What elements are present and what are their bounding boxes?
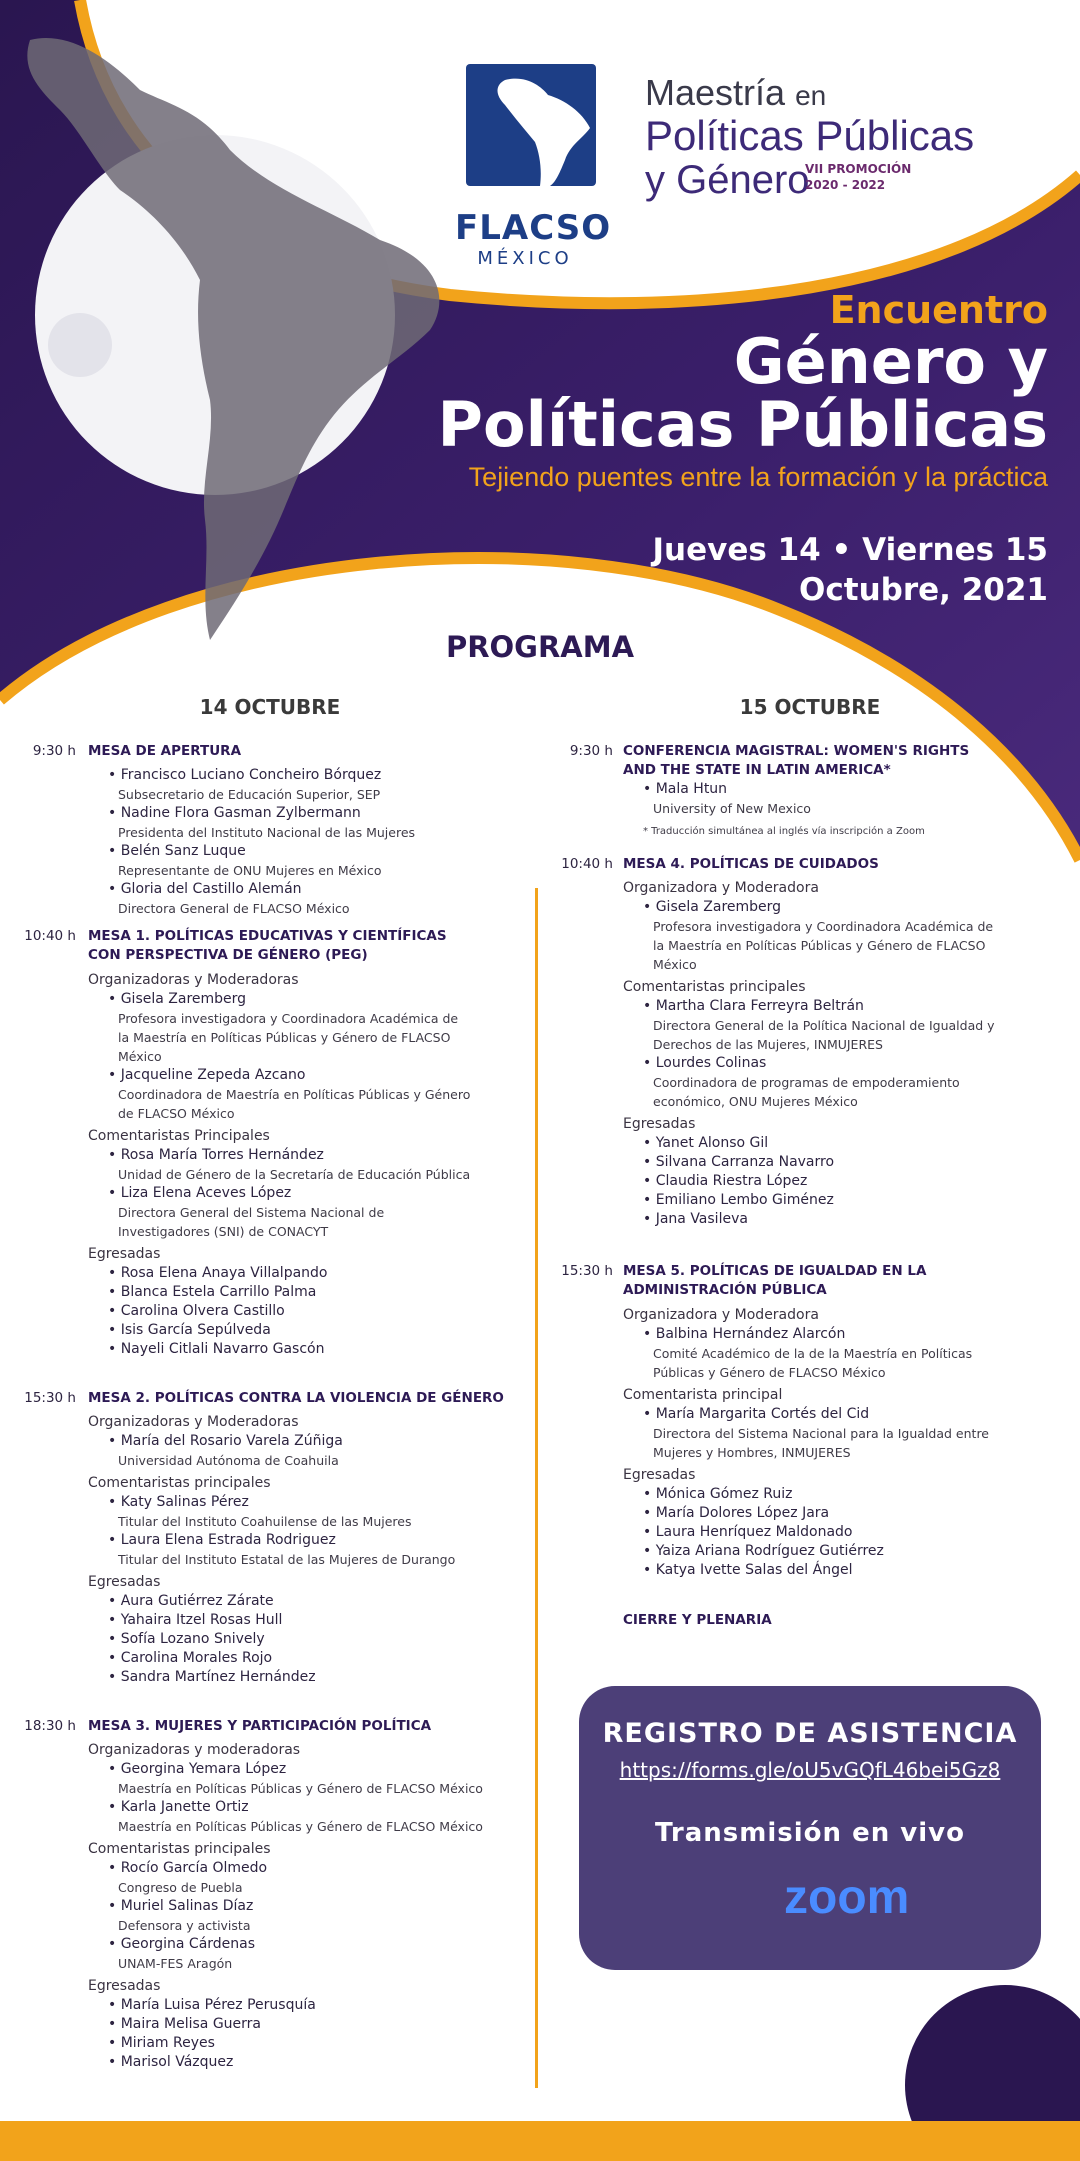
role-subheading: Organizadoras y Moderadoras — [88, 972, 299, 988]
speaker-role: la Maestría en Políticas Públicas y Género de FLACSO — [653, 938, 986, 953]
role-subheading: Comentaristas principales — [88, 1841, 271, 1857]
graduate-name: • Rosa Elena Anaya Villalpando — [108, 1265, 328, 1281]
speaker-role: Subsecretario de Educación Superior, SEP — [118, 787, 381, 802]
speaker-role: University of New Mexico — [653, 801, 811, 816]
promocion-years: 2020 - 2022 — [805, 178, 886, 192]
graduate-name: • Sandra Martínez Hernández — [108, 1669, 316, 1685]
programa-heading: PROGRAMA — [445, 630, 635, 664]
graduate-name: • Sofía Lozano Snively — [108, 1631, 265, 1647]
speaker-name: • Liza Elena Aceves López — [108, 1185, 292, 1201]
speaker-name: • María del Rosario Varela Zúñiga — [108, 1433, 343, 1449]
role-subheading: Comentaristas principales — [88, 1475, 271, 1491]
role-subheading: Egresadas — [88, 1978, 161, 1994]
graduate-name: • Aura Gutiérrez Zárate — [108, 1593, 274, 1609]
graduate-name: • María Dolores López Jara — [643, 1505, 830, 1521]
event-dates-line2: Octubre, 2021 — [799, 572, 1048, 608]
role-subheading: Organizadora y Moderadora — [623, 880, 819, 896]
maestria-title-line1 — [645, 72, 826, 114]
speaker-role: Directora General de la Política Nacional de Igualdad y — [653, 1018, 995, 1033]
event-subtitle: Tejiendo puentes entre la formación y la práctica — [468, 462, 1048, 492]
speaker-role: Maestría en Políticas Públicas y Género de FLACSO México — [118, 1781, 483, 1796]
graduate-name: • Carolina Morales Rojo — [108, 1650, 273, 1666]
speaker-name: • Gloria del Castillo Alemán — [108, 881, 302, 897]
speaker-role: México — [118, 1049, 162, 1064]
graduate-name: • Yaiza Ariana Rodríguez Gutiérrez — [643, 1543, 884, 1559]
role-subheading: Organizadora y Moderadora — [623, 1307, 819, 1323]
speaker-role: Presidenta del Instituto Nacional de las Mujeres — [118, 825, 416, 840]
speaker-role: de FLACSO México — [118, 1106, 235, 1121]
speaker-role: Públicas y Género de FLACSO México — [653, 1365, 886, 1380]
speaker-role: Unidad de Género de la Secretaría de Educación Pública — [118, 1167, 471, 1182]
speaker-name: • Katy Salinas Pérez — [108, 1494, 249, 1510]
promocion-label — [805, 161, 911, 193]
graduate-name: • Silvana Carranza Navarro — [643, 1154, 835, 1170]
session-time: 9:30 h — [32, 743, 76, 759]
session-title-line1: MESA 5. POLÍTICAS DE IGUALDAD EN LA — [623, 1263, 927, 1279]
maestria-title-line3: y Género — [645, 158, 810, 202]
session-title: MESA 2. POLÍTICAS CONTRA LA VIOLENCIA DE GÉNERO — [88, 1390, 504, 1406]
speaker-role: Profesora investigadora y Coordinadora Académica de — [653, 919, 994, 934]
speaker-role: Mujeres y Hombres, INMUJERES — [653, 1445, 851, 1460]
graduate-name: • María Luisa Pérez Perusquía — [108, 1997, 316, 2013]
promocion-text: VII PROMOCIÓN — [805, 162, 912, 176]
session-title — [623, 742, 969, 780]
speaker-role: Directora General del Sistema Nacional de — [118, 1205, 385, 1220]
speaker-name: • Rocío García Olmedo — [108, 1860, 268, 1876]
role-subheading: Organizadoras y Moderadoras — [88, 1414, 299, 1430]
translation-note: * Traducción simultánea al inglés vía inscripción a Zoom — [643, 826, 925, 837]
speaker-role: UNAM-FES Aragón — [118, 1956, 233, 1971]
speaker-name: • Jacqueline Zepeda Azcano — [108, 1067, 306, 1083]
graduate-name: • Blanca Estela Carrillo Palma — [108, 1284, 317, 1300]
maestria-title-line2: Políticas Públicas — [645, 112, 975, 159]
flacso-wordmark: FLACSO — [455, 208, 612, 248]
event-dates-line1: Jueves 14 • Viernes 15 — [652, 532, 1048, 568]
bottom-orange-bar — [0, 2121, 1080, 2161]
speaker-role: Coordinadora de programas de empoderamiento — [653, 1075, 960, 1090]
speaker-role: Derechos de las Mujeres, INMUJERES — [653, 1037, 883, 1052]
speaker-name: • Georgina Yemara López — [108, 1761, 287, 1777]
speaker-role: Directora General de FLACSO México — [118, 901, 350, 916]
speaker-role: Titular del Instituto Coahuilense de las Mujeres — [118, 1514, 412, 1529]
role-subheading: Comentaristas principales — [623, 979, 806, 995]
graduate-name: • Marisol Vázquez — [108, 2054, 234, 2070]
event-title-line1: Género y — [733, 325, 1048, 398]
speaker-name: • Francisco Luciano Concheiro Bórquez — [108, 767, 382, 783]
zoom-wordmark[interactable]: zoom — [784, 1871, 910, 1924]
role-subheading: Egresadas — [88, 1574, 161, 1590]
session-title: MESA 3. MUJERES Y PARTICIPACIÓN POLÍTICA — [88, 1718, 432, 1734]
registro-link[interactable]: https://forms.gle/oU5vGQfL46bei5Gz8 — [619, 1758, 1001, 1782]
role-subheading: Egresadas — [88, 1246, 161, 1262]
speaker-role: la Maestría en Políticas Públicas y Género de FLACSO — [118, 1030, 451, 1045]
speaker-role: Directora del Sistema Nacional para la Igualdad entre — [653, 1426, 989, 1441]
session-time: 15:30 h — [561, 1263, 613, 1279]
speaker-role: México — [653, 957, 697, 972]
session-time: 15:30 h — [24, 1390, 76, 1406]
speaker-name: • Gisela Zaremberg — [643, 899, 782, 915]
speaker-name: • Nadine Flora Gasman Zylbermann — [108, 805, 361, 821]
speaker-name: • María Margarita Cortés del Cid — [643, 1406, 870, 1422]
day1-heading: 14 OCTUBRE — [199, 695, 341, 719]
speaker-role: Congreso de Puebla — [118, 1880, 243, 1895]
speaker-name: • Belén Sanz Luque — [108, 843, 246, 859]
speaker-role: Defensora y activista — [118, 1918, 251, 1933]
speaker-name: • Martha Clara Ferreyra Beltrán — [643, 998, 864, 1014]
cierre-plenaria: CIERRE Y PLENARIA — [623, 1612, 772, 1628]
graduate-name: • Laura Henríquez Maldonado — [643, 1524, 853, 1540]
session-time: 9:30 h — [569, 743, 613, 759]
speaker-name: • Rosa María Torres Hernández — [108, 1147, 324, 1163]
graduate-name: • Yahaira Itzel Rosas Hull — [108, 1612, 283, 1628]
speaker-role: económico, ONU Mujeres México — [653, 1094, 858, 1109]
graduate-name: • Isis García Sepúlveda — [108, 1322, 271, 1338]
graduate-name: • Mónica Gómez Ruiz — [643, 1486, 793, 1502]
registro-title: REGISTRO DE ASISTENCIA — [602, 1718, 1018, 1749]
maestria-en: en — [795, 80, 827, 111]
speaker-name: • Muriel Salinas Díaz — [108, 1898, 254, 1914]
role-subheading: Egresadas — [623, 1467, 696, 1483]
graduate-name: • Yanet Alonso Gil — [643, 1135, 769, 1151]
speaker-role: Universidad Autónoma de Coahuila — [118, 1453, 339, 1468]
transmision-label: Transmisión en vivo — [655, 1818, 965, 1848]
speaker-name: • Karla Janette Ortiz — [108, 1799, 249, 1815]
speaker-role: Maestría en Políticas Públicas y Género de FLACSO México — [118, 1819, 483, 1834]
event-title-line2: Políticas Públicas — [437, 388, 1048, 461]
session-title-line1: MESA 1. POLÍTICAS EDUCATIVAS Y CIENTÍFICAS — [88, 928, 447, 944]
role-subheading: Comentaristas Principales — [88, 1128, 270, 1144]
graduate-name: • Maira Melisa Guerra — [108, 2016, 262, 2032]
graduate-name: • Katya Ivette Salas del Ángel — [643, 1562, 853, 1578]
session-title-line2: CON PERSPECTIVA DE GÉNERO (PEG) — [88, 947, 368, 963]
graduate-name: • Jana Vasileva — [643, 1211, 748, 1227]
speaker-name: • Balbina Hernández Alarcón — [643, 1326, 846, 1342]
session-time: 18:30 h — [24, 1718, 76, 1734]
speaker-name: • Gisela Zaremberg — [108, 991, 247, 1007]
speaker-role: Investigadores (SNI) de CONACYT — [118, 1224, 329, 1239]
graduate-name: • Miriam Reyes — [108, 2035, 215, 2051]
speaker-role: Profesora investigadora y Coordinadora Académica de — [118, 1011, 459, 1026]
speaker-role: Representante de ONU Mujeres en México — [118, 863, 382, 878]
flacso-mexico-label: MÉXICO — [477, 248, 573, 269]
session-title-line2: ADMINISTRACIÓN PÚBLICA — [623, 1282, 827, 1298]
day2-heading: 15 OCTUBRE — [739, 695, 881, 719]
session-title: MESA 4. POLÍTICAS DE CUIDADOS — [623, 856, 879, 872]
session-title-line1: CONFERENCIA MAGISTRAL: WOMEN'S RIGHTS — [623, 743, 970, 759]
speaker-role: Comité Académico de la de la Maestría en Políticas — [653, 1346, 973, 1361]
graduate-name: • Carolina Olvera Castillo — [108, 1303, 285, 1319]
speaker-name: • Laura Elena Estrada Rodriguez — [108, 1532, 336, 1548]
session-title-line2: AND THE STATE IN LATIN AMERICA* — [623, 762, 891, 778]
session-title — [623, 1262, 926, 1300]
graduate-name: • Nayeli Citlali Navarro Gascón — [108, 1341, 325, 1357]
maestria-word: Maestría — [645, 72, 786, 113]
graduate-name: • Emiliano Lembo Giménez — [643, 1192, 834, 1208]
role-subheading: Egresadas — [623, 1116, 696, 1132]
speaker-role: Titular del Instituto Estatal de las Mujeres de Durango — [118, 1552, 456, 1567]
role-subheading: Comentarista principal — [623, 1387, 783, 1403]
graduate-name: • Claudia Riestra López — [643, 1173, 808, 1189]
session-title — [88, 927, 447, 965]
speaker-name: • Lourdes Colinas — [643, 1055, 767, 1071]
speaker-name: • Mala Htun — [643, 781, 728, 797]
session-time: 10:40 h — [24, 928, 76, 944]
speaker-name: • Georgina Cárdenas — [108, 1936, 256, 1952]
session-title: MESA DE APERTURA — [88, 743, 242, 759]
day1-vertical-rule — [535, 888, 538, 2088]
session-time: 10:40 h — [561, 856, 613, 872]
speaker-role: Coordinadora de Maestría en Políticas Públicas y Género — [118, 1087, 471, 1102]
role-subheading: Organizadoras y moderadoras — [88, 1742, 301, 1758]
encuentro-label: Encuentro — [829, 288, 1048, 332]
